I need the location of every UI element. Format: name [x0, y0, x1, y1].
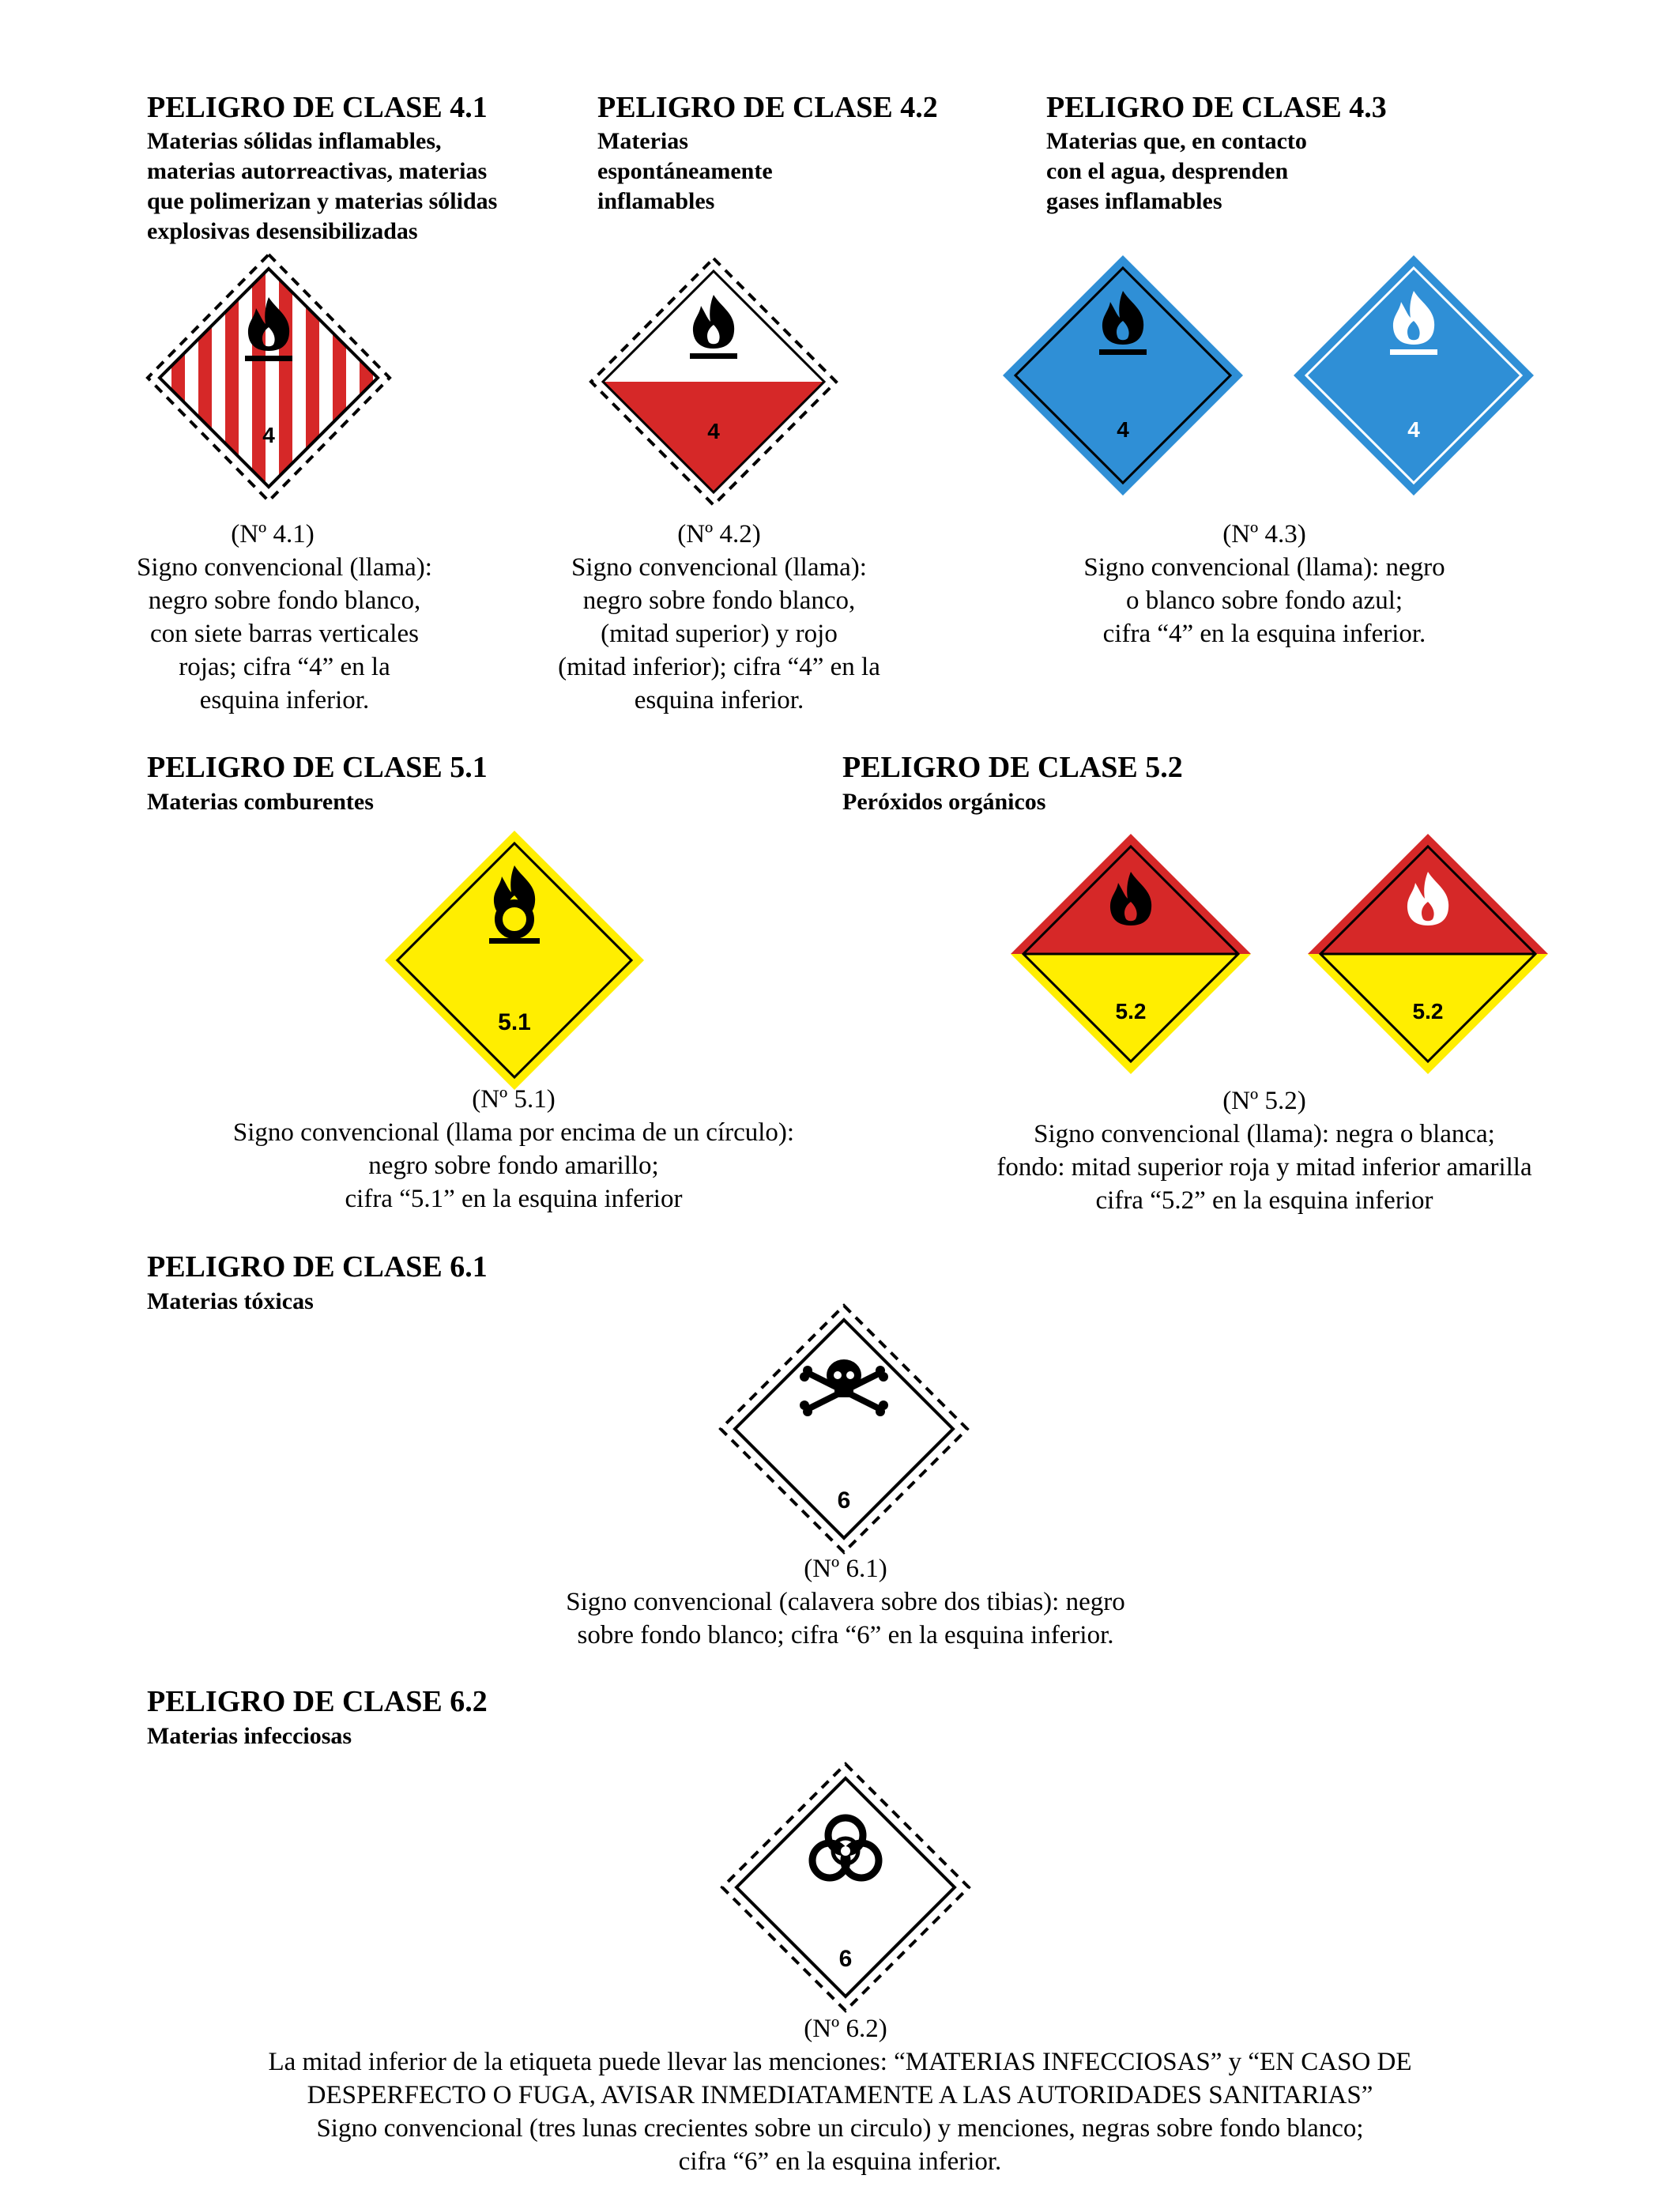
subtitle-class-4-3: Materias que, en contacto con el agua, desprenden gases inflamables	[1046, 128, 1307, 214]
label-number-4-3-white: 4	[1407, 417, 1420, 442]
label-number-4-1: 4	[262, 423, 275, 447]
label-number-5-2-white: 5.2	[1412, 999, 1444, 1023]
label-diamond-4-1	[146, 253, 391, 503]
label-diamond-5-2-white-symbol	[1305, 831, 1550, 1076]
label-number-4-2: 4	[707, 419, 720, 443]
subtitle-class-6-1: Materias tóxicas	[147, 1288, 314, 1314]
label-diamond-6-1	[719, 1304, 969, 1554]
caption-label-4-3: (Nº 4.3)	[1222, 520, 1306, 548]
heading-class-5-2: PELIGRO DE CLASE 5.2	[842, 751, 1183, 784]
caption-label-5-2: (Nº 5.2)	[1222, 1087, 1306, 1115]
caption-label-6-1: (Nº 6.1)	[804, 1555, 887, 1583]
heading-class-6-1: PELIGRO DE CLASE 6.1	[147, 1250, 488, 1284]
subtitle-class-5-2: Peróxidos orgánicos	[842, 789, 1046, 815]
label-number-5-1: 5.1	[498, 1009, 531, 1035]
caption-label-4-1: (Nº 4.1)	[231, 520, 315, 548]
label-number-4-3-black: 4	[1117, 417, 1129, 442]
caption-label-5-1: (Nº 5.1)	[472, 1085, 556, 1114]
caption-4-2: Signo convencional (llama): negro sobre fondo blanco, (mitad superior) y rojo (mitad inferior); cifra “4” en la esquina inferior.	[558, 553, 880, 714]
subtitle-class-4-2: Materias espontáneamente inflamables	[597, 128, 773, 214]
caption-4-1: Signo convencional (llama): negro sobre fondo blanco, con siete barras verticales rojas; cifra “4” en la esquina inferior.	[137, 553, 432, 714]
subtitle-class-4-1: Materias sólidas inflamables, materias autorreactivas, materias que polimerizan y materias sólidas explosivas desensibilizadas	[147, 128, 498, 244]
label-diamond-4-3-white-symbol	[1291, 253, 1536, 498]
label-number-6-2: 6	[838, 1946, 853, 1972]
label-number-6-1: 6	[837, 1487, 851, 1514]
label-diamond-6-2	[721, 1762, 970, 2012]
caption-6-2: La mitad inferior de la etiqueta puede llevar las menciones: “MATERIAS INFECCIOSAS” y “EN CASO DE DESPERFECTO O FUGA, AVISAR INMEDIATAMENTE A LAS AUTORIDADES SANITARIAS” Signo convencional (tres lunas crecientes sobre un circulo) y menciones, negras sobre fondo blanco; cifra “6” en la esquina inferior.	[268, 2048, 1412, 2176]
caption-5-1: Signo convencional (llama por encima de un círculo): negro sobre fondo amarillo; cifra “5.1” en la esquina inferior	[232, 1118, 795, 1213]
caption-5-2: Signo convencional (llama): negra o blanca; fondo: mitad superior roja y mitad inferior amarilla cifra “5.2” en la esquina inferior	[996, 1120, 1532, 1215]
heading-class-6-2: PELIGRO DE CLASE 6.2	[147, 1685, 488, 1718]
label-diamond-5-2-black-symbol	[1008, 831, 1253, 1076]
caption-label-6-2: (Nº 6.2)	[804, 2015, 887, 2043]
subtitle-class-6-2: Materias infecciosas	[147, 1723, 352, 1749]
heading-class-4-3: PELIGRO DE CLASE 4.3	[1046, 91, 1387, 124]
heading-class-5-1: PELIGRO DE CLASE 5.1	[147, 751, 488, 784]
subtitle-class-5-1: Materias comburentes	[147, 789, 374, 815]
heading-class-4-1: PELIGRO DE CLASE 4.1	[147, 91, 488, 124]
label-diamond-5-1	[382, 828, 646, 1092]
heading-class-4-2: PELIGRO DE CLASE 4.2	[597, 91, 938, 124]
label-number-5-2-black: 5.2	[1115, 999, 1147, 1023]
label-diamond-4-2	[590, 257, 838, 507]
caption-label-4-2: (Nº 4.2)	[677, 520, 761, 548]
caption-4-3: Signo convencional (llama): negro o blanco sobre fondo azul; cifra “4” en la esquina inferior.	[1083, 553, 1445, 648]
label-diamond-4-3-black-symbol	[1000, 253, 1245, 498]
caption-6-1: Signo convencional (calavera sobre dos tibias): negro sobre fondo blanco; cifra “6” en la esquina inferior.	[566, 1588, 1125, 1649]
